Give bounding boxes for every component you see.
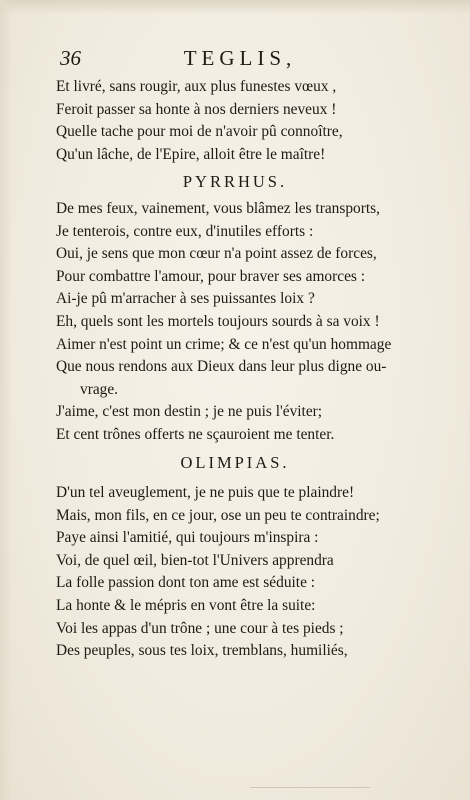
verse-line: Eh, quels sont les mortels toujours sourds à sa voix !	[56, 312, 380, 330]
verse-line: J'aime, c'est mon destin ; je ne puis l'éviter;	[56, 403, 323, 421]
verse-line: Feroit passer sa honte à nos derniers neveux !	[56, 100, 337, 118]
verse-line: Mais, mon fils, en ce jour, ose un peu te contraindre;	[56, 506, 380, 524]
verse-line: Que nous rendons aux Dieux dans leur plus digne ou-	[56, 358, 387, 376]
verse-line: Aimer n'est point un crime; & ce n'est qu'un hommage	[56, 335, 392, 353]
running-title: TEGLIS,	[183, 46, 297, 70]
verse-line: Qu'un lâche, de l'Epire, alloit être le maître!	[56, 145, 326, 163]
verse-line: Et livré, sans rougir, aux plus funestes vœux ,	[56, 78, 337, 95]
speaker-name-pyrrhus: PYRRHUS.	[182, 172, 288, 191]
speaker-name-olimpias: OLIMPIAS.	[180, 453, 290, 472]
page-top-edge-shadow	[0, 0, 470, 14]
verse-block-1	[56, 76, 456, 166]
verse-line: Voi les appas d'un trône ; une cour à tes pieds ;	[56, 619, 344, 637]
verse-block-3	[56, 482, 456, 663]
page-left-edge-shadow	[0, 0, 12, 800]
verse-line: Oui, je sens que mon cœur n'a point assez de forces,	[56, 245, 377, 263]
verse-block-2	[56, 198, 456, 447]
page-header	[60, 46, 420, 72]
verse-line: Je tenterois, contre eux, d'inutiles efforts :	[56, 222, 314, 240]
verse-line: Voi, de quel œil, bien-tot l'Univers apprendra	[56, 551, 334, 569]
verse-line: Pour combattre l'amour, pour braver ses amorces :	[56, 267, 366, 285]
verse-line: Paye ainsi l'amitié, qui toujours m'inspira :	[56, 529, 319, 547]
verse-line: La honte & le mépris en vont être la suite:	[56, 596, 316, 614]
verse-line: Et cent trônes offerts ne sçauroient me tenter.	[56, 425, 335, 443]
verse-line: Ai-je pû m'arracher à ses puissantes loix ?	[56, 290, 315, 308]
verse-line: Quelle tache pour moi de n'avoir pû connoître,	[56, 123, 343, 141]
verse-line: Des peuples, sous tes loix, tremblans, humiliés,	[56, 642, 348, 660]
verse-line-continuation: vrage.	[80, 380, 119, 398]
verse-line: D'un tel aveuglement, je ne puis que te plaindre!	[56, 484, 355, 501]
verse-line: La folle passion dont ton ame est séduite :	[56, 574, 316, 592]
page-bottom-rule	[250, 787, 370, 788]
verse-line: De mes feux, vainement, vous blâmez les transports,	[56, 200, 380, 217]
page-number: 36	[60, 46, 81, 70]
